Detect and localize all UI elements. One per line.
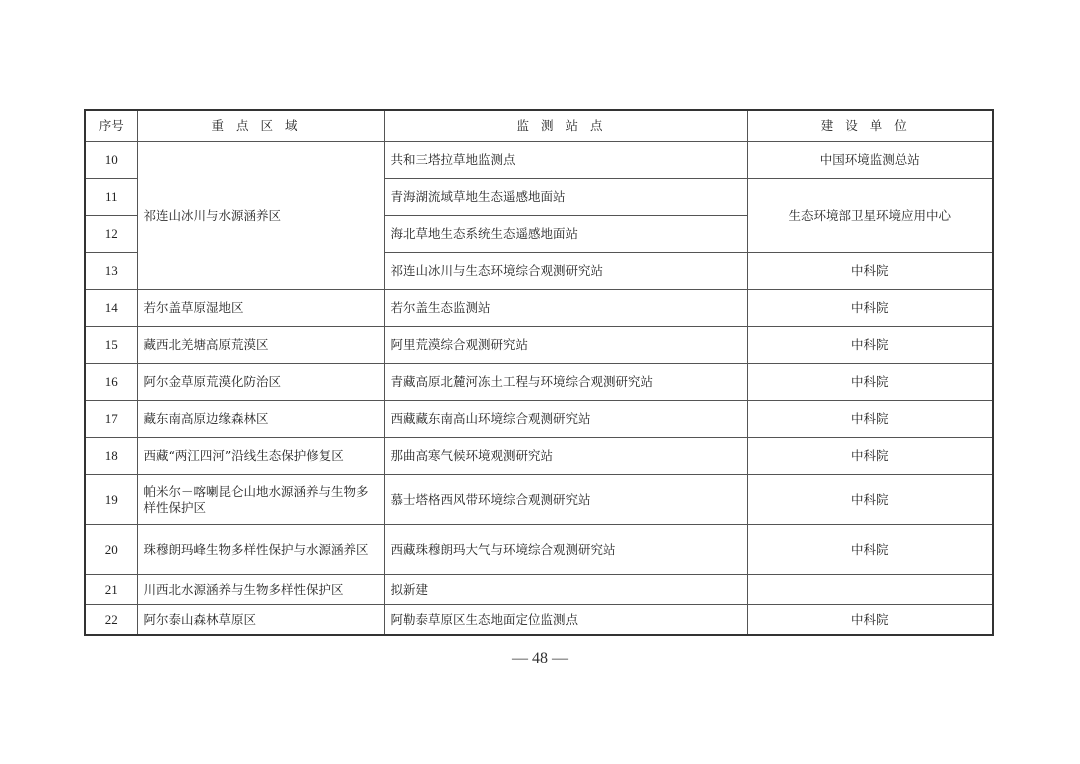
table-row: [85, 525, 993, 575]
row-unit: 生态环境部卫星环境应用中心: [747, 179, 993, 253]
row-area: 祁连山冰川与水源涵养区: [137, 142, 384, 290]
table-row: [85, 575, 993, 605]
table-row: [85, 401, 993, 438]
table-row: [85, 605, 993, 636]
row-station: 西藏藏东南高山环境综合观测研究站: [384, 401, 747, 438]
row-no: 18: [85, 438, 137, 475]
row-unit: 中科院: [747, 525, 993, 575]
row-unit: 中科院: [747, 475, 993, 525]
row-unit: 中科院: [747, 605, 993, 636]
table-row: [85, 475, 993, 525]
row-station: 青藏高原北麓河冻土工程与环境综合观测研究站: [384, 364, 747, 401]
row-no: 17: [85, 401, 137, 438]
row-no: 15: [85, 327, 137, 364]
row-area: 西藏“两江四河”沿线生态保护修复区: [137, 438, 384, 475]
table-row: [85, 327, 993, 364]
monitoring-stations-table: [84, 109, 994, 636]
table-row: [85, 290, 993, 327]
row-station: 阿里荒漠综合观测研究站: [384, 327, 747, 364]
row-station: 慕士塔格西风带环境综合观测研究站: [384, 475, 747, 525]
row-no: 11: [85, 179, 137, 216]
table-row: [85, 364, 993, 401]
row-no: 12: [85, 216, 137, 253]
row-unit: 中科院: [747, 253, 993, 290]
row-area: 藏西北羌塘高原荒漠区: [137, 327, 384, 364]
row-area: 若尔盖草原湿地区: [137, 290, 384, 327]
row-no: 16: [85, 364, 137, 401]
row-station: 若尔盖生态监测站: [384, 290, 747, 327]
row-area: 阿尔金草原荒漠化防治区: [137, 364, 384, 401]
table-row: [85, 438, 993, 475]
row-unit: 中科院: [747, 364, 993, 401]
row-area: 珠穆朗玛峰生物多样性保护与水源涵养区: [137, 525, 384, 575]
row-area: 川西北水源涵养与生物多样性保护区: [137, 575, 384, 605]
page-number: — 48 —: [512, 650, 568, 667]
row-unit: 中科院: [747, 438, 993, 475]
row-station: 海北草地生态系统生态遥感地面站: [384, 216, 747, 253]
row-area: 藏东南高原边缘森林区: [137, 401, 384, 438]
row-station: 共和三塔拉草地监测点: [384, 142, 747, 179]
header-station: 监测站点: [384, 110, 747, 142]
table-row: [85, 142, 993, 179]
row-station: 祁连山冰川与生态环境综合观测研究站: [384, 253, 747, 290]
row-no: 13: [85, 253, 137, 290]
header-area: 重点区域: [137, 110, 384, 142]
row-unit: [747, 575, 993, 605]
row-no: 19: [85, 475, 137, 525]
row-unit: 中科院: [747, 290, 993, 327]
row-station: 阿勒泰草原区生态地面定位监测点: [384, 605, 747, 636]
row-no: 21: [85, 575, 137, 605]
row-station: 西藏珠穆朗玛大气与环境综合观测研究站: [384, 525, 747, 575]
row-no: 14: [85, 290, 137, 327]
row-no: 10: [85, 142, 137, 179]
row-unit: 中科院: [747, 401, 993, 438]
row-station: 拟新建: [384, 575, 747, 605]
row-no: 22: [85, 605, 137, 636]
row-no: 20: [85, 525, 137, 575]
header-no: 序号: [85, 110, 137, 142]
row-station: 青海湖流域草地生态遥感地面站: [384, 179, 747, 216]
header-unit: 建设单位: [747, 110, 993, 142]
row-area: 阿尔泰山森林草原区: [137, 605, 384, 636]
row-unit: 中科院: [747, 327, 993, 364]
row-unit: 中国环境监测总站: [747, 142, 993, 179]
row-area: 帕米尔－喀喇昆仑山地水源涵养与生物多样性保护区: [137, 475, 384, 525]
row-station: 那曲高寒气候环境观测研究站: [384, 438, 747, 475]
table-header-row: [85, 110, 993, 142]
